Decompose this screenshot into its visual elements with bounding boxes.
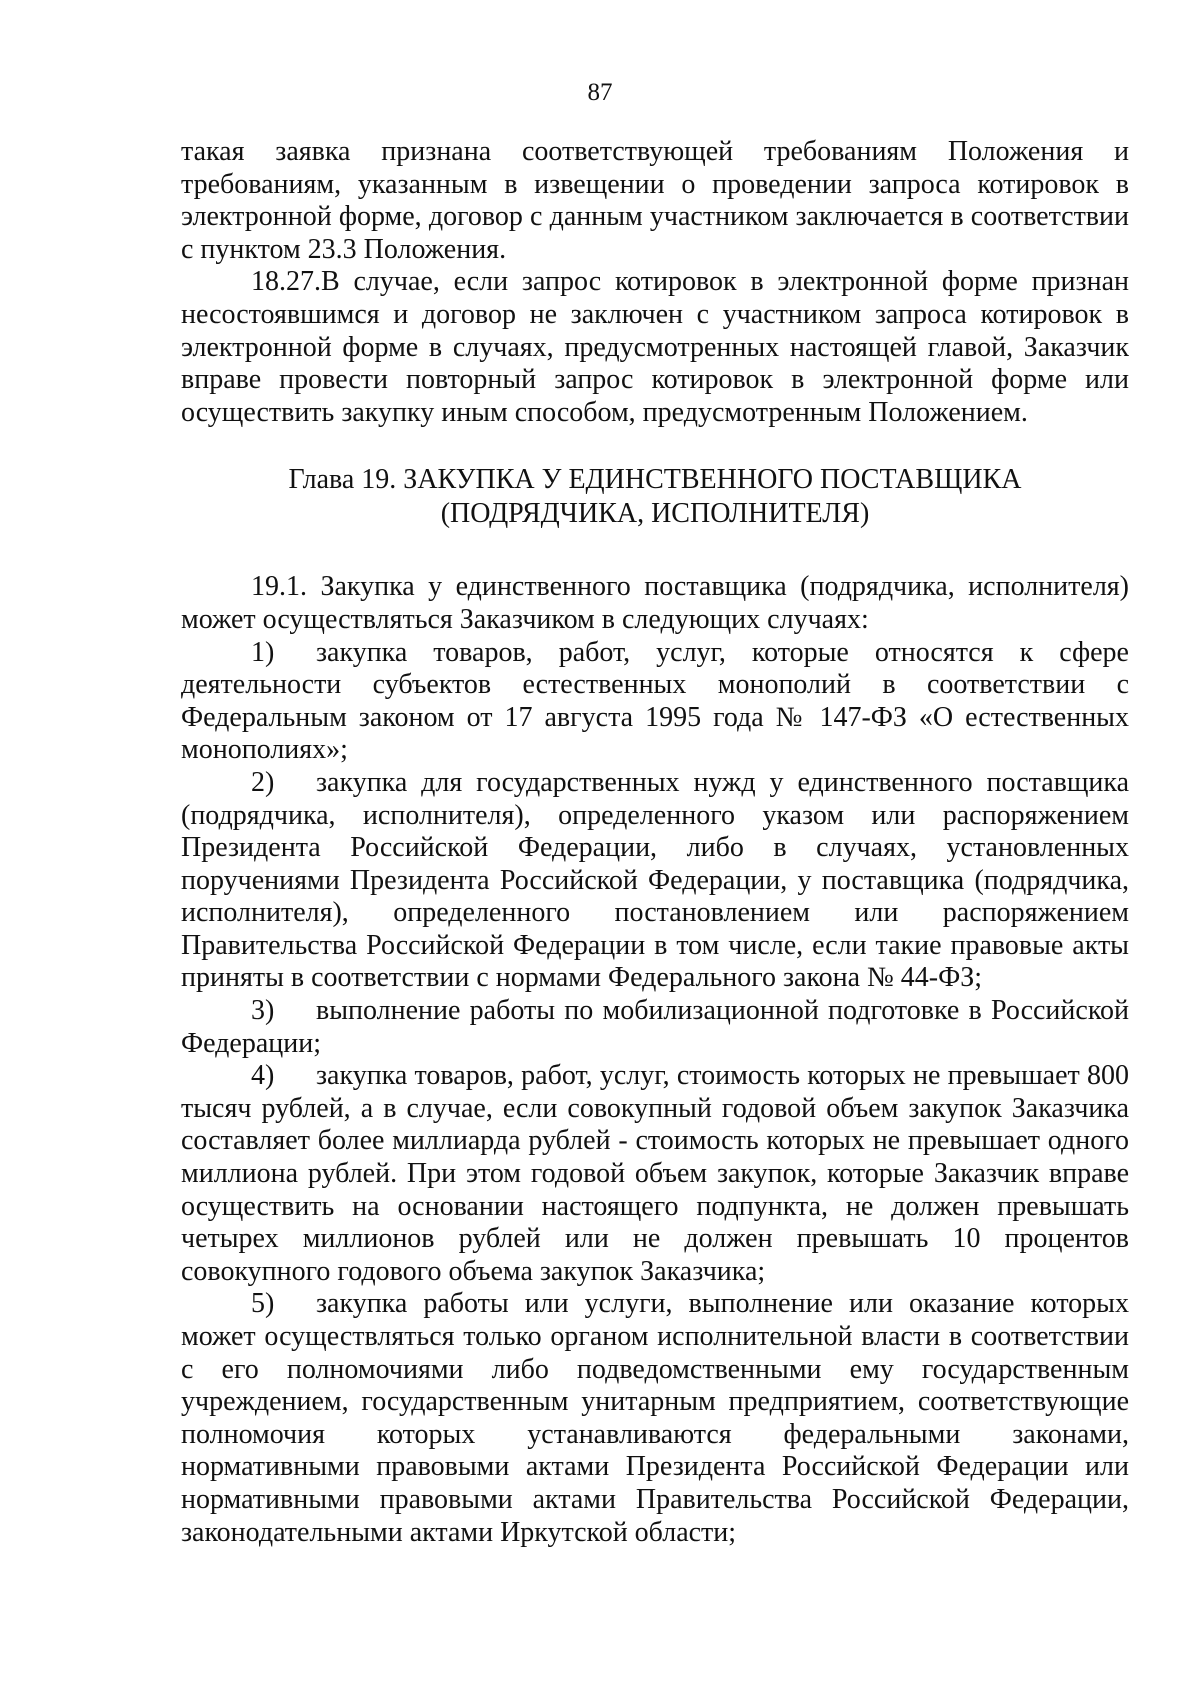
list-item-number: 4)	[251, 1060, 275, 1092]
list-item-number: 2)	[251, 766, 275, 798]
list-item-number: 3)	[251, 995, 275, 1027]
list-item	[181, 1288, 1129, 1549]
list-item-text: закупка товаров, работ, услуг, стоимость которых не превышает 800 тысяч рублей, а в случае, если совокупный годовой объем закупок Заказчика составляет более миллиарда рублей - стоимость которых не превышает одного миллиона рублей. При этом годовой объем закупок, которые Заказчик вправе осуществить на основании настоящего подпункта, не должен превышать четырех миллионов рублей или не должен превышать 10 процентов совокупного годового объема закупок Заказчика;	[181, 1060, 1129, 1287]
list-item	[181, 767, 1129, 995]
list-item	[181, 637, 1129, 767]
list-item-text: закупка для государственных нужд у единственного поставщика (подрядчика, исполнителя), определенного указом или распоряжением Президента Российской Федерации, либо в случаях, установленных поручениями Президента Российской Федерации, у поставщика (подрядчика, исполнителя), определенного постановлением или распоряжением Правительства Российской Федерации в том числе, если такие правовые акты приняты в соответствии с нормами Федерального закона № 44-ФЗ;	[181, 766, 1129, 994]
list-item-number: 5)	[251, 1288, 275, 1320]
paragraph-19-1: 19.1. Закупка у единственного поставщика (подрядчика, исполнителя) может осуществляться Заказчиком в следующих случаях:	[181, 571, 1129, 635]
list-item-text: выполнение работы по мобилизационной подготовке в Российской Федерации;	[181, 995, 1129, 1059]
list-item	[181, 1060, 1129, 1288]
paragraph-18-27: 18.27.В случае, если запрос котировок в электронной форме признан несостоявшимся и договор не заключен с участником запроса котировок в электронной форме в случаях, предусмотренных настоящей главой, Заказчик вправе провести повторный запрос котировок в электронной форме или осуществить закупку иным способом, предусмотренным Положением.	[181, 266, 1129, 428]
list-item-text: закупка работы или услуги, выполнение или оказание которых может осуществляться только органом исполнительной власти в соответствии с его полномочиями либо подведомственными ему государственным учреждением, государственным унитарным предприятием, соответствующие полномочия которых устанавливаются федеральными законами, нормативными правовыми актами Президента Российской Федерации или нормативными правовыми актами Правительства Российской Федерации, законодательными актами Иркутской области;	[181, 1288, 1129, 1548]
chapter-heading-line2: (ПОДРЯДЧИКА, ИСПОЛНИТЕЛЯ)	[440, 498, 870, 530]
page-number: 87	[587, 79, 613, 106]
chapter-heading	[181, 463, 1129, 531]
list-item-text: закупка товаров, работ, услуг, которые относятся к сфере деятельности субъектов естественных монополий в соответствии с Федеральным законом от 17 августа 1995 года № 147-ФЗ «О естественных монополиях»;	[181, 636, 1129, 766]
paragraph-continuation: такая заявка признана соответствующей требованиям Положения и требованиям, указанным в извещении о проведении запроса котировок в электронной форме, договор с данным участником заключается в соответствии с пунктом 23.3 Положения.	[181, 136, 1129, 265]
document-body	[181, 136, 1129, 1549]
list-item-number: 1)	[251, 636, 275, 668]
chapter-heading-line1: Глава 19. ЗАКУПКА У ЕДИНСТВЕННОГО ПОСТАВЩИКА	[288, 464, 1022, 496]
list-item	[181, 995, 1129, 1060]
